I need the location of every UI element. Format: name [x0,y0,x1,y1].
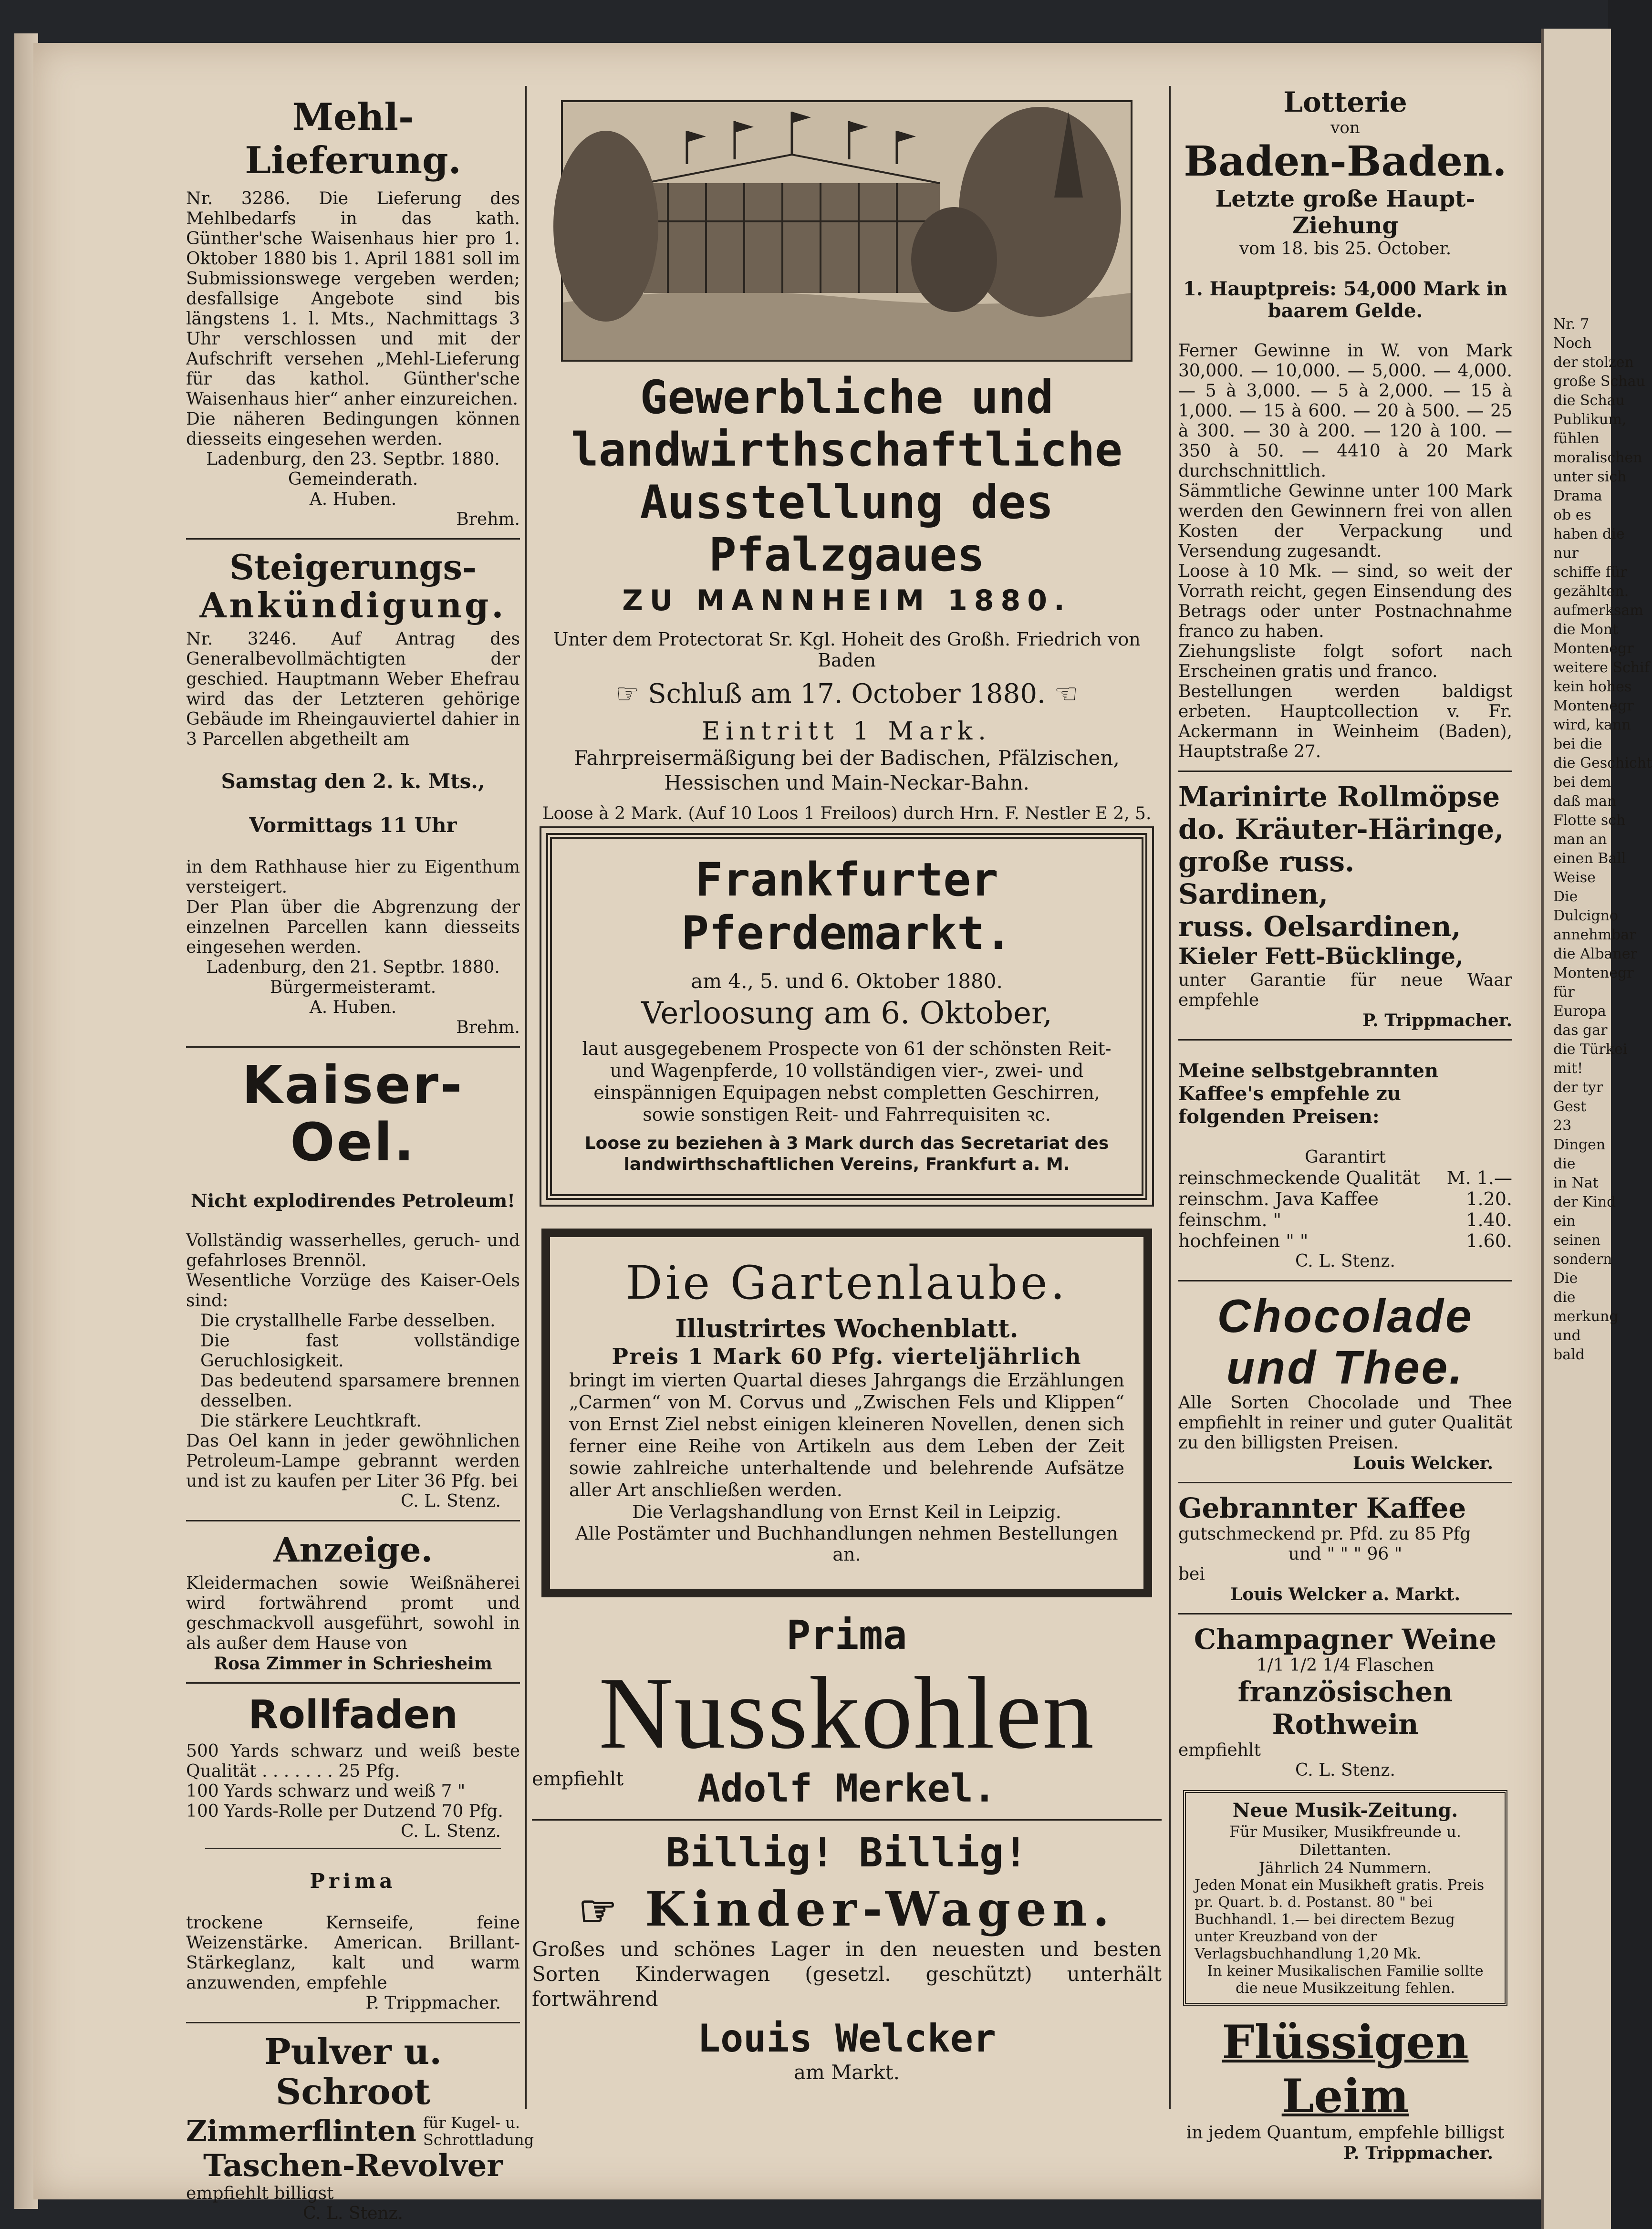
nusskohlen-prima: Prima [786,1612,907,1658]
lotterie-haupt: Letzte große Haupt-Ziehung [1215,186,1475,239]
lotterie-von: von [1330,118,1360,137]
gartenlaube-ad [541,1229,1152,1597]
musik-body: Jeden Monat ein Musikheft gratis. Preis pr. Quart. b. d. Postanst. 80 " bei Buchhandl. 1.— bei directem Bezug unter Kreuzband von der Verlagsbuchhandlung 1,20 Mk. [1195,1877,1485,1962]
adjacent-page-fragment-line: ein [1553,1213,1576,1229]
gebrannt-heading: Gebrannter Kaffee [1178,1492,1466,1524]
adjacent-page-fragment-line: Europa [1553,1003,1606,1020]
kaffee-item: reinschmeckende Qualität [1178,1167,1421,1188]
kaiser-sig: C. L. Stenz. [401,1491,501,1511]
kaffee-price: 1.40. [1466,1209,1512,1230]
lotterie-body2: Sämmtliche Gewinne unter 100 Mark werden den Gewinnern frei von allen Kosten der Verpackung und Versendung zugesandt. [1178,481,1512,561]
rollmoepse-line2: do. Kräuter-Häringe, [1178,813,1504,845]
adjacent-page-fragment-line: der Kind [1553,1194,1616,1210]
rollmoepse-body: unter Garantie für neue Waar empfehle [1178,970,1512,1010]
adjacent-page-fragment-line: fühlen [1553,430,1600,447]
zimmerflinten: Zimmerflinten [186,2114,416,2148]
adjacent-page-fragment-line: Die [1553,1270,1578,1287]
adjacent-page-fragment-line: Gest [1553,1098,1587,1115]
adjacent-page-fragment-line: unter sich [1553,469,1627,485]
divider [1178,1482,1512,1483]
adjacent-page-fragment-line: Die [1553,888,1578,905]
steigerung-sig2: Brehm. [456,1018,520,1037]
kaffee-item: feinschm. " [1178,1209,1282,1230]
champagner-heading: Champagner Weine [1194,1623,1497,1656]
table-row [1178,1230,1512,1251]
middle-column [532,81,1162,2084]
pferdemarkt-ad [546,833,1147,1200]
gebrannt-line1: gutschmeckend pr. Pfd. zu 85 Pfg [1178,1524,1471,1544]
steigerung-sig1: A. Huben. [309,998,397,1017]
table-row [1178,1209,1512,1230]
kaiser-item: Das bedeutend sparsamere brennen desselben. [200,1371,520,1411]
divider [532,1819,1162,1821]
anzeige-body: Kleidermachen sowie Weißnäherei wird fortwährend promt und geschmackvoll ausgeführt, sowohl in als außer dem Hause von [186,1573,520,1653]
kaffee-garantirt: Garantirt [1305,1147,1386,1167]
steigerung-date: Ladenburg, den 21. Septbr. 1880. [206,958,500,977]
lotterie-dates: vom 18. bis 25. October. [1239,239,1452,259]
adjacent-page-fragment-line: bei die [1553,736,1602,752]
prima-heading: Prima [310,1869,396,1893]
lotterie-body5: Bestellungen werden baldigst erbeten. Hauptcollection v. Fr. Ackermann in Weinheim (Baden), Hauptstraße 27. [1178,682,1512,761]
adjacent-page-fragment-line: mit! [1553,1060,1583,1077]
kaiser-body: Vollständig wasserhelles, geruch- und gefahrloses Brennöl. [186,1231,520,1271]
adjacent-page-fragment-line: Montenegr [1553,965,1634,981]
adjacent-page-fragment-line: die [1553,1156,1576,1172]
divider [186,1520,520,1521]
table-row [1178,1188,1512,1209]
exhibition-protectorate: Unter dem Protectorat Sr. Kgl. Hoheit des Großh. Friedrich von Baden [553,629,1141,671]
mehl-office: Gemeinderath. [288,469,418,489]
adjacent-page-fragment-line: die Geschicht [1553,755,1652,771]
nusskohlen-title: Nusskohlen [599,1656,1095,1770]
nusskohlen-merchant: Adolf Merkel. [697,1766,997,1811]
kinderwagen-billig: Billig! Billig! [665,1829,1028,1876]
adjacent-page-fragment-line: für [1553,984,1575,1000]
pointing-hand-left-icon: ☜ [1054,678,1078,709]
gartenlaube-body: bringt im vierten Quartal dieses Jahrgangs die Erzählungen „Carmen“ von M. Corvus und „Zwischen Fels und Klippen“ von Ernst Ziel nebst einigen kleineren Novellen, denen sich ferner eine Reihe von Artikeln aus dem Leben der Zeit sowie zahlreiche unterhaltende und belehrende Aufsätze aller Art anschließen werden. [569,1370,1124,1500]
rollfaden-line1: 500 Yards schwarz und weiß beste Qualität . . . . . . . 25 Pfg. [186,1741,520,1781]
kaffee-price: 1.60. [1466,1230,1512,1251]
adjacent-page-fragment-line: moralischen [1553,449,1642,466]
adjacent-page-fragment-line: der tyr [1553,1079,1603,1096]
rollfaden-sig: C. L. Stenz. [401,1822,501,1841]
adjacent-page-fragment-line: Montenegr [1553,640,1634,657]
table-row [1178,1167,1512,1188]
pointing-hand-right-icon: ☞ [615,678,640,709]
musik-body2: In keiner Musikalischen Familie sollte die neue Musikzeitung fehlen. [1207,1963,1484,1997]
rollfaden-heading: Rollfaden [248,1692,458,1738]
adjacent-page-fragment-line: die Mont [1553,621,1619,638]
adjacent-page-fragment-line: bei dem [1553,774,1611,791]
divider [1178,1613,1512,1614]
gebrannt-bei: bei [1178,1564,1205,1584]
pferdemarkt-body: laut ausgegebenem Prospecte von 61 der schönsten Reit- und Wagenpferde, 10 vollständigen vier-, zwei- und einspännigen Equipagen nebst completten Geschirren, sowie sonstigen Reit- und Fahrrequisiten ꝛc. [582,1038,1112,1125]
gebrannt-sig: Louis Welcker a. Markt. [1230,1584,1460,1604]
steigerung-heading-1: Steigerungs- [229,547,477,587]
rollmoepse-line5: Kieler Fett-Bücklinge, [1178,943,1464,970]
adjacent-page-fragment-line: Dulcigno [1553,907,1618,924]
kinderwagen-title-text: Kinder-Wagen. [645,1881,1115,1937]
adjacent-page-fragment-line: Dingen [1553,1136,1606,1153]
adjacent-page-fragment-line: große Schau [1553,373,1645,390]
exhibition-city: ZU MANNHEIM 1880. [622,584,1071,617]
adjacent-page-fragment-line: wird, kann [1553,717,1631,733]
adjacent-page-fragment-line: und [1553,1327,1581,1344]
thee-heading: und Thee. [1226,1341,1465,1394]
adjacent-page-fragment-line: Publikum, [1553,411,1627,428]
rollfaden-line2: 100 Yards schwarz und weiß 7 " [186,1781,466,1801]
rollmoepse-line1: Marinirte Rollmöpse [1178,781,1500,813]
rollfaden-line3: 100 Yards-Rolle per Dutzend 70 Pfg. [186,1802,503,1821]
adjacent-page-fragment-line: Flotte sch [1553,812,1626,829]
kaffee-sig: C. L. Stenz. [1295,1251,1395,1271]
pferdemarkt-loose: Loose zu beziehen à 3 Mark durch das Secretariat des landwirthschaftlichen Vereins, Frankfurt a. M. [584,1134,1109,1174]
choco-sig: Louis Welcker. [1352,1453,1493,1473]
rollmoepse-line4: russ. Oelsardinen, [1178,910,1461,943]
rollmoepse-sig: P. Trippmacher. [1362,1010,1512,1031]
pulver-sig: C. L. Stenz. [303,2204,403,2223]
steigerung-date2: Vormittags 11 Uhr [249,813,457,837]
steigerung-body3: Der Plan über die Abgrenzung der einzelnen Parcellen kann diesseits eingesehen werden. [186,897,520,957]
champagner-fractions: 1/1 1/2 1/4 Flaschen [1256,1656,1434,1675]
leim-body: in jedem Quantum, empfehle billigst [1186,2123,1505,2143]
kaiser-item: Die fast vollständige Geruchlosigkeit. [200,1331,520,1371]
gartenlaube-subtitle: Illustrirtes Wochenblatt. [675,1314,1018,1344]
pulver-empf: empfiehlt billigst [186,2184,334,2203]
mehl-sig2: Brehm. [456,510,520,529]
adjacent-page-fragment-line: die Türkei [1553,1041,1628,1058]
lotterie-body3: Loose à 10 Mk. — sind, so weit der Vorrath reicht, gegen Einsendung des Betrags oder unter Postnachnahme franco zu haben. [1178,562,1512,641]
pointing-hand-right-icon: ☞ [578,1885,623,1936]
pulver-heading: Pulver u. Schroot [264,2031,442,2113]
choco-body: Alle Sorten Chocolade und Thee empfiehlt in reiner und guter Qualität zu den billigsten Preisen. [1178,1393,1512,1453]
zimmerflinten-row [186,2114,534,2149]
divider [1178,1280,1512,1281]
kinderwagen-body: Großes und schönes Lager in den neuesten und besten Sorten Kinderwagen (gesetzl. geschützt) unterhält fortwährend [532,1937,1162,2010]
mehl-date: Ladenburg, den 23. Septbr. 1880. [206,449,500,469]
exhibition-building-engraving [561,100,1133,362]
adjacent-page-fragment-line: Montenegr [1553,698,1634,714]
kaiser-lead: Wesentliche Vorzüge des Kaiser-Oels sind: [186,1271,520,1311]
adjacent-page-fragment-line: die [1553,1289,1576,1306]
champagner-empf: empfiehlt [1178,1740,1261,1760]
rollmoepse-line3: große russ. Sardinen, [1178,845,1355,910]
chocolade-heading: Chocolade [1217,1290,1474,1342]
adjacent-page-fragment-line: bald [1553,1346,1585,1363]
adjacent-page-fragment-line: die Albaner [1553,946,1637,962]
kinderwagen-title [532,1881,1162,1937]
divider [1178,1039,1512,1041]
mehl-body: Nr. 3286. Die Lieferung des Mehlbedarfs in das kath. Günther'sche Waisenhaus hier pro 1. Oktober 1880 bis 1. April 1881 soll im Submissionswege vergeben werden; desfallsige Angebote sind bis längstens 1. l. Mts., Nachmittags 3 Uhr verschlossen und mit der Aufschrift versehen „Mehl-Lieferung für das kathol. Günther'sche Waisenhaus hier“ anher einzureichen. [186,189,520,409]
lotterie-body4: Ziehungsliste folgt sofort nach Erscheinen gratis und franco. [1178,642,1512,681]
musik-sub: Für Musiker, Musikfreunde u. Dilettanten. [1229,1823,1461,1859]
exhibition-fare-discount: Fahrpreisermäßigung bei der Badischen, Pfälzischen, Hessischen und Main-Neckar-Bahn. [574,746,1120,794]
gebrannt-line2: und " " " 96 " [1288,1544,1403,1564]
zimmerflinten-note: für Kugel- u. Schrottladung [423,2114,534,2149]
right-column [1178,81,1512,2163]
adjacent-page-fragment-line: 23 [1553,1117,1572,1134]
pferdemarkt-verloosung: Verloosung am 6. Oktober, [641,996,1052,1031]
musik-freq: Jährlich 24 Nummern. [1258,1859,1432,1877]
divider [205,1848,501,1849]
mehl-body2: Die näheren Bedingungen können diesseits eingesehen werden. [186,409,520,449]
adjacent-page-fragment-line: einen Ball [1553,850,1626,867]
left-column [186,81,534,2224]
adjacent-page-fragment-line: nur [1553,545,1579,562]
steigerung-body2: in dem Rathhause hier zu Eigenthum versteigert. [186,857,520,897]
adjacent-page-fragment-line: weitere Schif [1553,659,1650,676]
gartenlaube-price: Preis 1 Mark 60 Pfg. vierteljährlich [612,1344,1082,1369]
adjacent-page-fragment-line: Nr. 7 [1553,316,1590,333]
pferdemarkt-title: Frankfurter Pferdemarkt. [681,853,1012,960]
adjacent-page-fragment-line: daß man [1553,793,1617,810]
adjacent-page-fragment-line: ob es [1553,507,1591,523]
exhibition-closing [532,678,1162,709]
steigerung-office: Bürgermeisteramt. [270,978,436,997]
lotterie-haupt1: 1. Hauptpreis: 54,000 Mark in baarem Gelde. [1183,278,1508,322]
lotterie-heading: Lotterie [1283,86,1407,118]
musik-zeitung-ad [1183,1790,1507,2006]
kinderwagen-location: am Markt. [793,2061,900,2084]
champagner-sig: C. L. Stenz. [1295,1760,1395,1780]
kaffee-item: reinschm. Java Kaffee [1178,1188,1379,1209]
gartenlaube-title: Die Gartenlaube. [625,1256,1068,1310]
kaiser-list [186,1311,520,1431]
steigerung-date1: Samstag den 2. k. Mts., [221,770,485,793]
adjacent-page-fragment-line: sondern [1553,1251,1612,1268]
adjacent-page-fragment-line: der stolzen [1553,354,1634,371]
steigerung-heading [186,548,520,625]
kinderwagen-merchant: Louis Welcker [697,2016,997,2061]
adjacent-page-fragment-line: merkung [1553,1308,1619,1325]
leim-heading: Flüssigen Leim [1222,2015,1469,2123]
rothwein-heading: französischen Rothwein [1237,1676,1453,1740]
exhibition-title: Gewerbliche und landwirthschaftliche Ausstellung des Pfalzgaues [571,371,1122,582]
adjacent-page-fragment-line: Weise [1553,869,1596,886]
adjacent-page-fragment-line: kein hohes [1553,678,1632,695]
adjacent-page-fragment-line: gezählten. [1553,583,1629,600]
adjacent-page-fragment [1541,29,1652,2229]
adjacent-page-text [1544,29,1652,1364]
adjacent-page-fragment-line: seinen [1553,1232,1601,1249]
divider [186,1046,520,1048]
kaffee-price: 1.20. [1466,1188,1512,1209]
divider [186,538,520,540]
kaiser-item: Die crystallhelle Farbe desselben. [200,1311,496,1331]
musik-title: Neue Musik-Zeitung. [1232,1799,1458,1822]
adjacent-page-fragment-line: aufmerksam [1553,602,1643,619]
adjacent-page-fragment-line: man an [1553,831,1607,848]
kaffee-price-table [1178,1167,1512,1251]
anzeige-heading: Anzeige. [273,1530,433,1570]
adjacent-page-fragment-line: in Nat [1553,1175,1599,1191]
adjacent-page-fragment-line: haben die [1553,526,1625,542]
kaiser-item: Die stärkere Leuchtkraft. [200,1411,422,1431]
mehl-lieferung-heading: Mehl-Lieferung. [245,95,461,182]
lotterie-body: Ferner Gewinne in W. von Mark 30,000. — 10,000. — 5,000. — 4,000. — 5 à 3,000. — 5 à 2,000. — 15 à 1,000. — 15 à 600. — 20 à 500. — 25 à 300. — 30 à 200. — 120 à 100. — 350 à 50. — 4410 à 20 Mark durchschnittlich. [1178,341,1512,481]
exhibition-illustration [563,102,1131,360]
prima-body: trockene Kernseife, feine Weizenstärke. American. Brillant-Stärkeglanz, kalt und warm anzuwenden, empfehle [186,1913,520,1993]
steigerung-heading-2: Ankündigung. [199,585,507,625]
gartenlaube-publisher: Die Verlagshandlung von Ernst Keil in Leipzig. [632,1501,1061,1522]
newspaper-page [33,43,1550,2223]
leim-sig: P. Trippmacher. [1343,2143,1493,2163]
divider [1178,771,1512,772]
kaffee-title: Meine selbstgebrannten Kaffee's empfehle zu folgenden Preisen: [1178,1060,1439,1128]
steigerung-body: Nr. 3246. Auf Antrag des Generalbevollmächtigten der geschied. Hauptmann Weber Ehefrau wird das der Letzteren gehörige Gebäude im Rheingauviertel dahier in 3 Parcellen abgetheilt am [186,629,520,749]
anzeige-sig: Rosa Zimmer in Schriesheim [214,1654,492,1674]
adjacent-page-fragment-line: Drama [1553,488,1602,504]
kaiser-body2: Das Oel kann in jeder gewöhnlichen Petroleum-Lampe gebrannt werden und ist zu kaufen per Liter 36 Pfg. bei [186,1431,520,1491]
adjacent-page-fragment-line: Noch [1553,335,1592,352]
divider [186,1682,520,1684]
lotterie-city: Baden-Baden. [1184,137,1507,186]
adjacent-page-fragment-line: das gar [1553,1022,1608,1039]
exhibition-entry-fee: Eintritt 1 Mark. [702,717,992,746]
adjacent-page-fragment-line: die Schau [1553,392,1625,409]
kaiser-sub: Nicht explodirendes Petroleum! [191,1190,515,1211]
taschen-revolver: Taschen-Revolver [203,2148,503,2184]
column-rule [1169,86,1171,2109]
prima-sig: P. Trippmacher. [365,1993,501,2013]
kaiser-oel-heading: Kaiser-Oel. [242,1054,464,1173]
kaffee-item: hochfeinen " " [1178,1230,1309,1251]
exhibition-closing-text: Schluß am 17. October 1880. [648,678,1046,709]
column-rule [525,86,527,2109]
nusskohlen-empfiehlt: empfiehlt [532,1768,624,1790]
adjacent-page-fragment-line: schiffe für [1553,564,1627,581]
divider [186,2022,520,2023]
gartenlaube-postal: Alle Postämter und Buchhandlungen nehmen Bestellungen an. [575,1523,1118,1565]
mehl-sig1: A. Huben. [309,490,397,509]
pferdemarkt-dates: am 4., 5. und 6. Oktober 1880. [691,969,1003,993]
exhibition-lottery: Loose à 2 Mark. (Auf 10 Loos 1 Freiloos) durch Hrn. F. Nestler E 2, 5. [542,804,1152,823]
kaffee-price: M. 1.— [1446,1167,1512,1188]
adjacent-page-fragment-line: annehmbar [1553,927,1636,943]
